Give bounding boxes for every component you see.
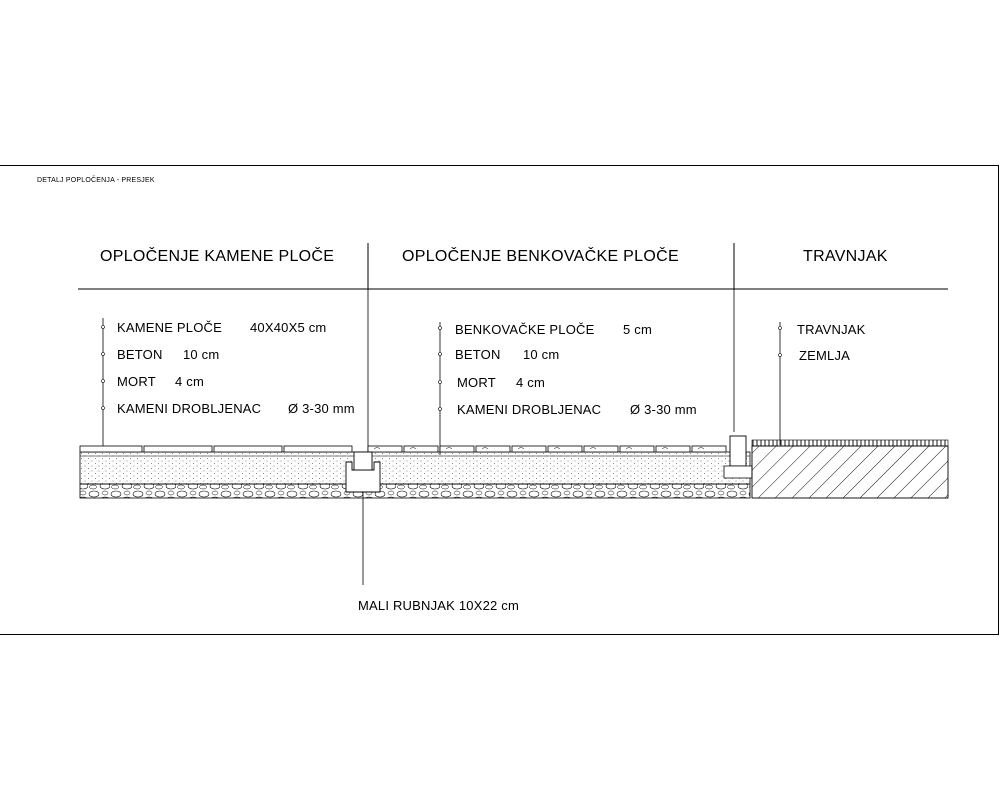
stone-slabs [80, 446, 352, 452]
leader-markers [102, 326, 782, 411]
layer-name: KAMENI DROBLJENAC [457, 402, 602, 417]
edge-curb-base [724, 466, 752, 478]
layer-spec: 10 cm [523, 347, 560, 362]
layer-spec: Ø 3-30 mm [288, 401, 355, 416]
layer-spec: Ø 3-30 mm [630, 402, 697, 417]
layer-spec: 10 cm [183, 347, 220, 362]
layer-name: KAMENI DROBLJENAC [117, 401, 262, 416]
heading-stone-paving: OPLOČENJE KAMENE PLOČE [100, 248, 335, 265]
small-curb-top [354, 452, 372, 470]
layer-name: TRAVNJAK [797, 322, 866, 337]
layer-name: KAMENE PLOČE [117, 320, 222, 335]
gravel-layer [80, 484, 750, 498]
grass-layer [752, 440, 948, 446]
soil-layer [752, 446, 948, 498]
heading-lawn: TRAVNJAK [803, 248, 888, 265]
heading-benkovac-paving: OPLOČENJE BENKOVAČKE PLOČE [402, 248, 679, 265]
layer-spec: 40X40X5 cm [250, 320, 327, 335]
benkovac-slabs [368, 446, 726, 452]
layer-name: MORT [117, 374, 156, 389]
layer-name: BETON [455, 347, 501, 362]
layer-spec: 4 cm [175, 374, 204, 389]
layer-name: BETON [117, 347, 163, 362]
layer-spec: 5 cm [623, 322, 652, 337]
layer-spec: 4 cm [516, 375, 545, 390]
layer-name: BENKOVAČKE PLOČE [455, 322, 595, 337]
drawing-title: DETALJ POPLOČENJA - PRESJEK [37, 177, 155, 184]
layer-name: MORT [457, 375, 496, 390]
layer-name: ZEMLJA [799, 348, 851, 363]
concrete-layer [80, 452, 750, 484]
curb-label: MALI RUBNJAK 10X22 cm [358, 598, 519, 613]
edge-curb [730, 436, 746, 466]
